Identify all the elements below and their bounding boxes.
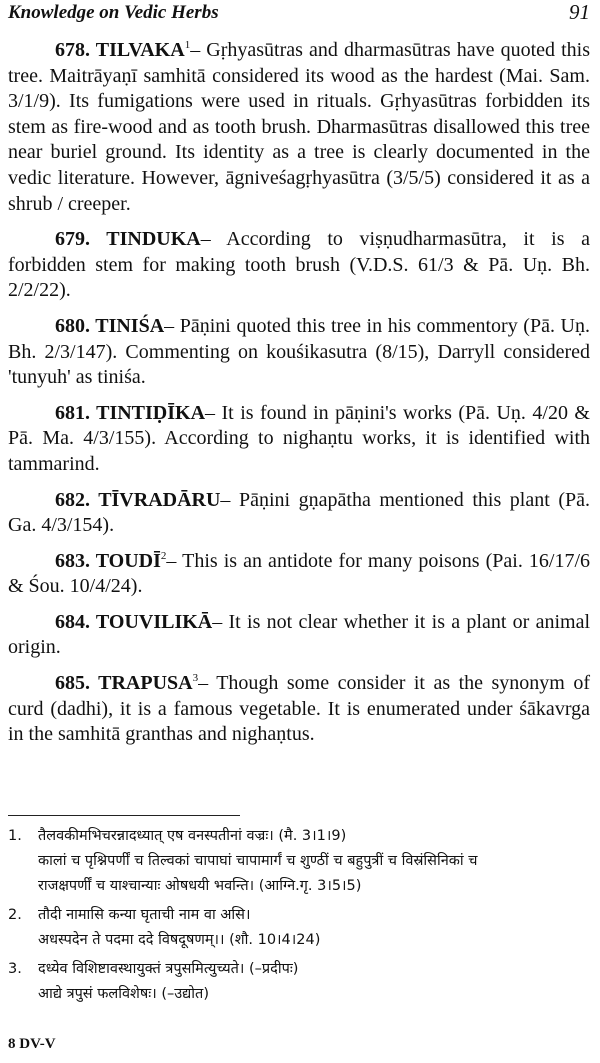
entry-682 bbox=[8, 488, 590, 539]
footnote-line: आद्ये त्रपुसं फलविशेषः। (–उद्योत) bbox=[38, 986, 209, 1002]
footnote-2 bbox=[8, 903, 590, 953]
entry-text: – Pāṇini quoted this tree in his commentory (Pā. Uṇ. Bh. 2/3/147). Commenting on kouśikasutra (8/15), Darryll considered 'tunyuh' as tiniśa. bbox=[8, 314, 590, 389]
running-title: Knowledge on Vedic Herbs bbox=[8, 2, 219, 23]
entry-text: – Pāṇini gṇapātha mentioned this plant (Pā. Ga. 4/3/154). bbox=[8, 488, 590, 537]
entry-683 bbox=[8, 549, 590, 600]
footnote-1 bbox=[8, 824, 590, 899]
entry-text: – It is not clear whether it is a plant or animal origin. bbox=[8, 610, 591, 659]
entry-685 bbox=[8, 671, 590, 748]
entry-heading: 678. TILVAKA bbox=[55, 39, 185, 61]
footnote-line: तौदी नामासि कन्या घृताची नाम वा असि। bbox=[38, 907, 251, 923]
footnote-line: अधस्पदेन ते पदमा ददे विषदूषणम्।। (शौ. 10।4।24) bbox=[38, 932, 321, 948]
entry-text: – It is found in pāṇini's works (Pā. Uṇ. 4/20 & Pā. Ma. 4/3/155). According to nighaṇtu works, it is identified with tammarind. bbox=[8, 401, 590, 475]
entry-text: – This is an antidote for many poisons (Pai. 16/17/6 & Śou. 10/4/24). bbox=[8, 549, 590, 598]
entry-heading: 683. TOUDĪ bbox=[55, 549, 161, 572]
entry-679 bbox=[8, 227, 590, 304]
entry-text: – Though some consider it as the synonym of curd (dadhi), it is a famous vegetable. It is enumerated under śākavrga in the samhitā granthas and nighaṇtus. bbox=[8, 672, 590, 746]
footnote-line: राजक्षपर्णीं च याश्चान्याः ओषधयी भवन्ति। (आग्नि.गृ. 3।5।5) bbox=[38, 878, 362, 894]
footnote-3 bbox=[8, 957, 590, 1007]
entries-body bbox=[8, 38, 590, 758]
running-header bbox=[8, 0, 590, 30]
entry-heading: 684. TOUVILIKĀ bbox=[55, 610, 213, 633]
entry-680 bbox=[8, 314, 590, 391]
footnote-number: 3. bbox=[8, 961, 22, 977]
footnote-ref: 1 bbox=[184, 39, 191, 51]
footnote-ref: 3 bbox=[192, 672, 199, 685]
entry-681 bbox=[8, 401, 590, 478]
footnote-line: कालां च पृश्निपर्णीं च तिल्वकां चापाघां चापामार्गं च शुण्ठीं च बहुपुत्रीं च विस्रंसिनिकां च bbox=[38, 853, 478, 869]
footnote-ref: 2 bbox=[160, 549, 167, 562]
footnote-divider bbox=[8, 815, 240, 816]
entry-heading: 681. TINTIḌĪKA bbox=[55, 401, 206, 424]
entry-heading: 685. TRAPUSA bbox=[55, 672, 193, 695]
entry-678 bbox=[8, 38, 590, 217]
footnote-line: तैलवकीमभिचरन्नादध्यात् एष वनस्पतीनां वज्रः। (मै. 3।1।9) bbox=[38, 828, 347, 844]
footnote-number: 2. bbox=[8, 907, 22, 923]
page-number: 91 bbox=[569, 0, 590, 24]
footnotes bbox=[8, 824, 590, 1011]
footnote-line: दध्येव विशिष्टावस्थायुक्तं त्रपुसमित्युच्यते। (–प्रदीपः) bbox=[38, 961, 299, 977]
entry-684 bbox=[8, 610, 590, 661]
entry-heading: 679. TINDUKA bbox=[55, 228, 201, 251]
entry-text: – Gṛhyasūtras and dharmasūtras have quoted this tree. Maitrāyaṇī samhitā considered its wood as the hardest (Mai. Sam. 3/1/9). Its fumigations were used in rituals. Gṛhyasūtras forbidden its stem as fire-wood and as tooth brush. Dharmasūtras disallowed this tree near buriel ground. Its identity as a tree is clearly documented in the vedic literature. However, āgniveśagṛhyasūtra (3/5/5) considered it as a shrub / creeper. bbox=[8, 39, 591, 215]
entry-text: – According to viṣṇudharmasūtra, it is a forbidden stem for making tooth brush (V.D.S. 61/3 & Pā. Uṇ. Bh. 2/2/22). bbox=[8, 228, 591, 302]
printer-signature: 8 DV-V bbox=[8, 1036, 56, 1052]
footnote-number: 1. bbox=[8, 828, 22, 844]
entry-heading: 680. TINIŚA bbox=[55, 314, 165, 337]
entry-heading: 682. TĪVRADĀRU bbox=[55, 488, 221, 511]
